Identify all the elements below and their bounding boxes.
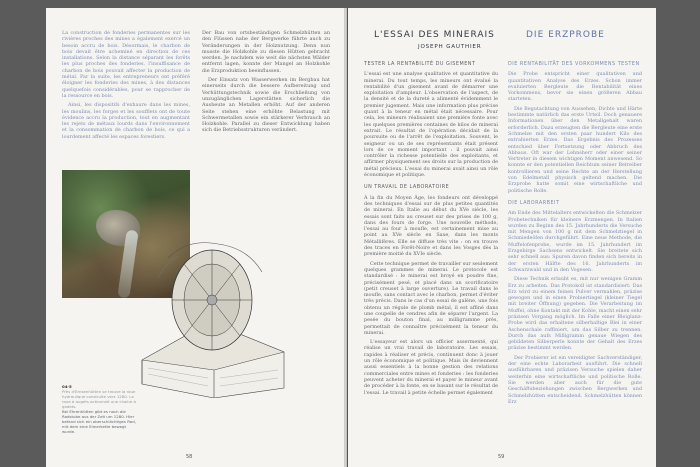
- paragraph: Diese Technik erlaubt es, mit nur wenigen Gramm Erz zu arbeiten. Das Protokoll ist standardisiert: Das Erz wird zu einem feinen Pulver vermahlen, präzise gewogen und in einen Probiertiegel (kleiner Tiegel mit breiter Öffnung) gegeben. Die Verarbeitung im Muffel, ohne Kontakt mit der Kohle, macht einen sehr präzisen Vorgang möglich. Im Falle einer Bleiglanz-Probe wird das erhaltene silberhaltige Blei in einer Aschenschale raffiniert, um das Silber zu trennen. Durch das aufs Milligramm genaue Wiegen des gebildeten Silberperle konnte der Gehalt des Erzes präzise bestimmt werden.: [508, 276, 642, 352]
- german-column-left: [202, 30, 330, 137]
- paragraph: L'essayeur est alors un officier assermenté, qui réalise un vrai travail de laboratoire. Les essais, rapides à réaliser et précis, continuent donc à jouer un rôle économique et politique. Mais ils deviennent aussi essentiels à la bonne gestion des relations commerciales entre mines et fonderies : les fonderies peuvent acheter du minerai et payer le mineur avant de procéder à la fonte, en se basant sur le résultat de l'essai. Le travail à petite échelle permet également: [364, 339, 498, 396]
- page-number-right: 59: [498, 454, 505, 460]
- french-column-left: [62, 30, 190, 143]
- article-title-german: DIE ERZPROBE: [526, 30, 605, 40]
- paragraph: Cette technique permet de travailler sur seulement quelques grammes de minerai. Le protocole est standardisé : le minerai est broyé en poudre fine, précisément pesé, et placé dans un scorificatoire (petit creuset à large ouverture). Le travail dans le moufle, sans contact avec le charbon, permet d'éviter très précis. Dans le cas d'un essai de galène, une fois obtenu un régule de plomb métal, il est affiné dans une coupelle de cendres afin de séparer l'argent. La pesée du bouton final, au milligramme près, permettait de connaître précisément la teneur du minerai.: [364, 260, 498, 336]
- figure-caption: [62, 384, 136, 434]
- paragraph: Ainsi, les dispositifs d'exhaure dans les mines, les moulins, les forges et les soufflets ont de toute évidence accru la production, tout en augmentant les rejets de métaux lourds dans l'environnement et la consommation de charbon de bois, ce qui a lourdement affecté les espaces forestiers.: [62, 102, 190, 140]
- paragraph: Die Begutachtung von Aussehen, Dichte und Härte bestimmte natürlich das erste Urteil. Doch genauere Informationen über den Metallgehalt waren erforderlich. Dazu erzeugten die Bergleute eine erste Schmelze mit den ersten paar hundert Kilo des extrahierten Erzes. Das Ergebnis des Prozesses entschied über Fortsetzung oder Abbruch des Abbaus. Oft war der Lehnsherr oder einer seiner Vertreter in diesem wichtigen Moment anwesend. So konnte er den potentiellen Reichtum seiner Betreiber kontrollieren und seine Rechte an der Herstellung von Edelmetall physisch geltend machen. Die Erzprobe hatte somit eine wirtschaftliche und politische Rolle.: [508, 105, 642, 194]
- section-heading: DIE RENTABILITÄT DES VORKOMMENS TESTEN: [508, 61, 640, 67]
- paragraph: À la fin du Moyen Âge, les fondeurs ont développé des techniques d'essai sur de plus petites quantités de minerai. En Italie au début du XVe siècle, les essais sont faits au creuset sur des prises de 100 g, dans des fours de forge. Une nouvelle méthode, l'essai au four à moufle, est certainement mise au point au XVe siècle en Saxe, dans les monts Métallifères. Elle se diffuse très vite : on en trouve des traces en Forêt-Noire et dans les Vosges dès la première moitié du XVIe siècle.: [364, 194, 498, 258]
- french-column-right: [364, 58, 498, 399]
- paragraph: Am Ende des Mittelalters entwickelten die Schmelzer Probetechniken für kleinere Erzmengen. In Italien wurden zu Beginn des 15. Jahrhunderts die Versuche mit Mengen von 100 g mit dem Schmelztiegel in Schmiedeöfen durchgeführt. Eine neue Methode, die Muffelofenprobe, wurde im 15. Jahrhundert im Erzgebirge Sachsens entwickelt. Sie breitete sich sehr schnell aus: Spuren davon finden sich bereits in der ersten Hälfte des 16. Jahrhunderts im Schwarzwald und in den Vogesen.: [508, 210, 642, 273]
- paragraph: Der Probierer ist ein vereidigter Sachverständiger, der eine echte Laborarbeit ausführt. Die schnell ausführbaren und präzisen Versuche spielen daher weiterhin eine wirtschaftliche und politische Rolle. Sie werden aber auch für die gute Geschäftsbeziehungen zwischen Bergwerken und Schmelzhütten entscheidend. Schmelzhütten können Erz: [508, 354, 642, 405]
- paragraph: L'essai est une analyse qualitative et quantitative du minerai. Du tout temps, les mineurs ont évalué la rentabilité d'un gisement avant de démarrer une exploitation d'ampleur. L'observation de l'aspect, de la densité et de la dureté a alimenté évidemment le premier jugement. Mais une information plus précise quant à la teneur en métal était nécessaire. Pour cela, les mineurs réalisaient une première fonte avec les quelques premières centaines de kilos de minerai extrait. Le résultat de l'opération décidait de la poursuite ou de l'arrêt de l'exploitation. Souvent, le seigneur ou un de ses représentants était présent lors de ce moment important : il pouvait ainsi contrôler la richesse potentielle des exploitants, et affirmer physiquement ses droits sur la production de métal précieux. L'essai du minerai avait ainsi un rôle économique et politique.: [364, 71, 498, 179]
- section-heading: DIE LABORARBEIT: [508, 199, 560, 206]
- paragraph: Die Probe entspricht einer qualitativen und quantitativen Analyse des Erzes. Schon immer evaluierten Bergleute die Rentabilität eines Vorkommens, bevor sie einen größeren Abbau starteten.: [508, 71, 642, 103]
- caption-german: Bei Ehrenhütten gibt es noch die Radstube aus der Zeit um 1280. Hier befand sich ein oberschlächtiges Rad, mit dem eine Eimerkette bewegt wurde.: [62, 409, 136, 434]
- waterwheel-illustration: [138, 238, 286, 398]
- left-page: [46, 8, 347, 467]
- right-page: [348, 8, 656, 467]
- article-title-french: L'ESSAI DES MINERAIS: [374, 30, 495, 40]
- german-column-right: [508, 58, 642, 408]
- page-number-left: 58: [186, 454, 193, 460]
- caption-french: Près d'Ernsenhütten se trouve la roue hydraulique construite vers 1280. La roue à augets actionnait une chaîne à godets.: [62, 389, 136, 409]
- book-spread: [46, 8, 658, 467]
- paragraph: La construction de fonderies permanentes sur les rivières proches des mines a également exercé un besoin accru de bois. Désormais, le charbon de bois devait être acheminé en direction de ces installations. Selon la distance séparant les forêts les plus proches des fonderies, l'insuffisance de charbon de bois pouvait affecter la production de métal. Par la suite, les entrepreneurs ont préféré éloigner les fonderies des mines, à des distances quelquefois considérables, pour se rapprocher de la ressource en bois.: [62, 30, 190, 99]
- author-name: JOSEPH GAUTHIER: [418, 44, 482, 50]
- section-heading: UN TRAVAIL DE LABORATOIRE: [364, 184, 450, 191]
- paragraph: Der Bau von ortsbeständigen Schmelzhütten an den Flüssen nahe der Bergwerke führte auch zu Veränderungen in der Holznutzung. Denn nun musste die Holzkohle zu diesen Hütten gebracht werden. Je nachdem wie weit die nächsten Wälder entfernt lagen, konnte der Mangel an Holzkohle die Erzproduktion beeinflussen.: [202, 30, 330, 74]
- figure-number: 04-5: [62, 384, 72, 389]
- paragraph: Der Einsatz von Wasserwerken im Bergbau hat einerseits durch die bessere Aufbereitung und Verhüttungstechnik sowie die Erschließung von unzugänglichen Lagerstätten sicherlich die Ausbeute an Metallen erhöht. Auf der anderen Seite stehen eine erhöhte Belastung mit Schwermetallen sowie ein stärkerer Verbrauch an Holzkohle. Parallel zu dieser Entwicklung haben sich die Betriebsstrukturen verändert.: [202, 77, 330, 134]
- section-heading: TESTER LA RENTABILITÉ DU GISEMENT: [364, 61, 476, 67]
